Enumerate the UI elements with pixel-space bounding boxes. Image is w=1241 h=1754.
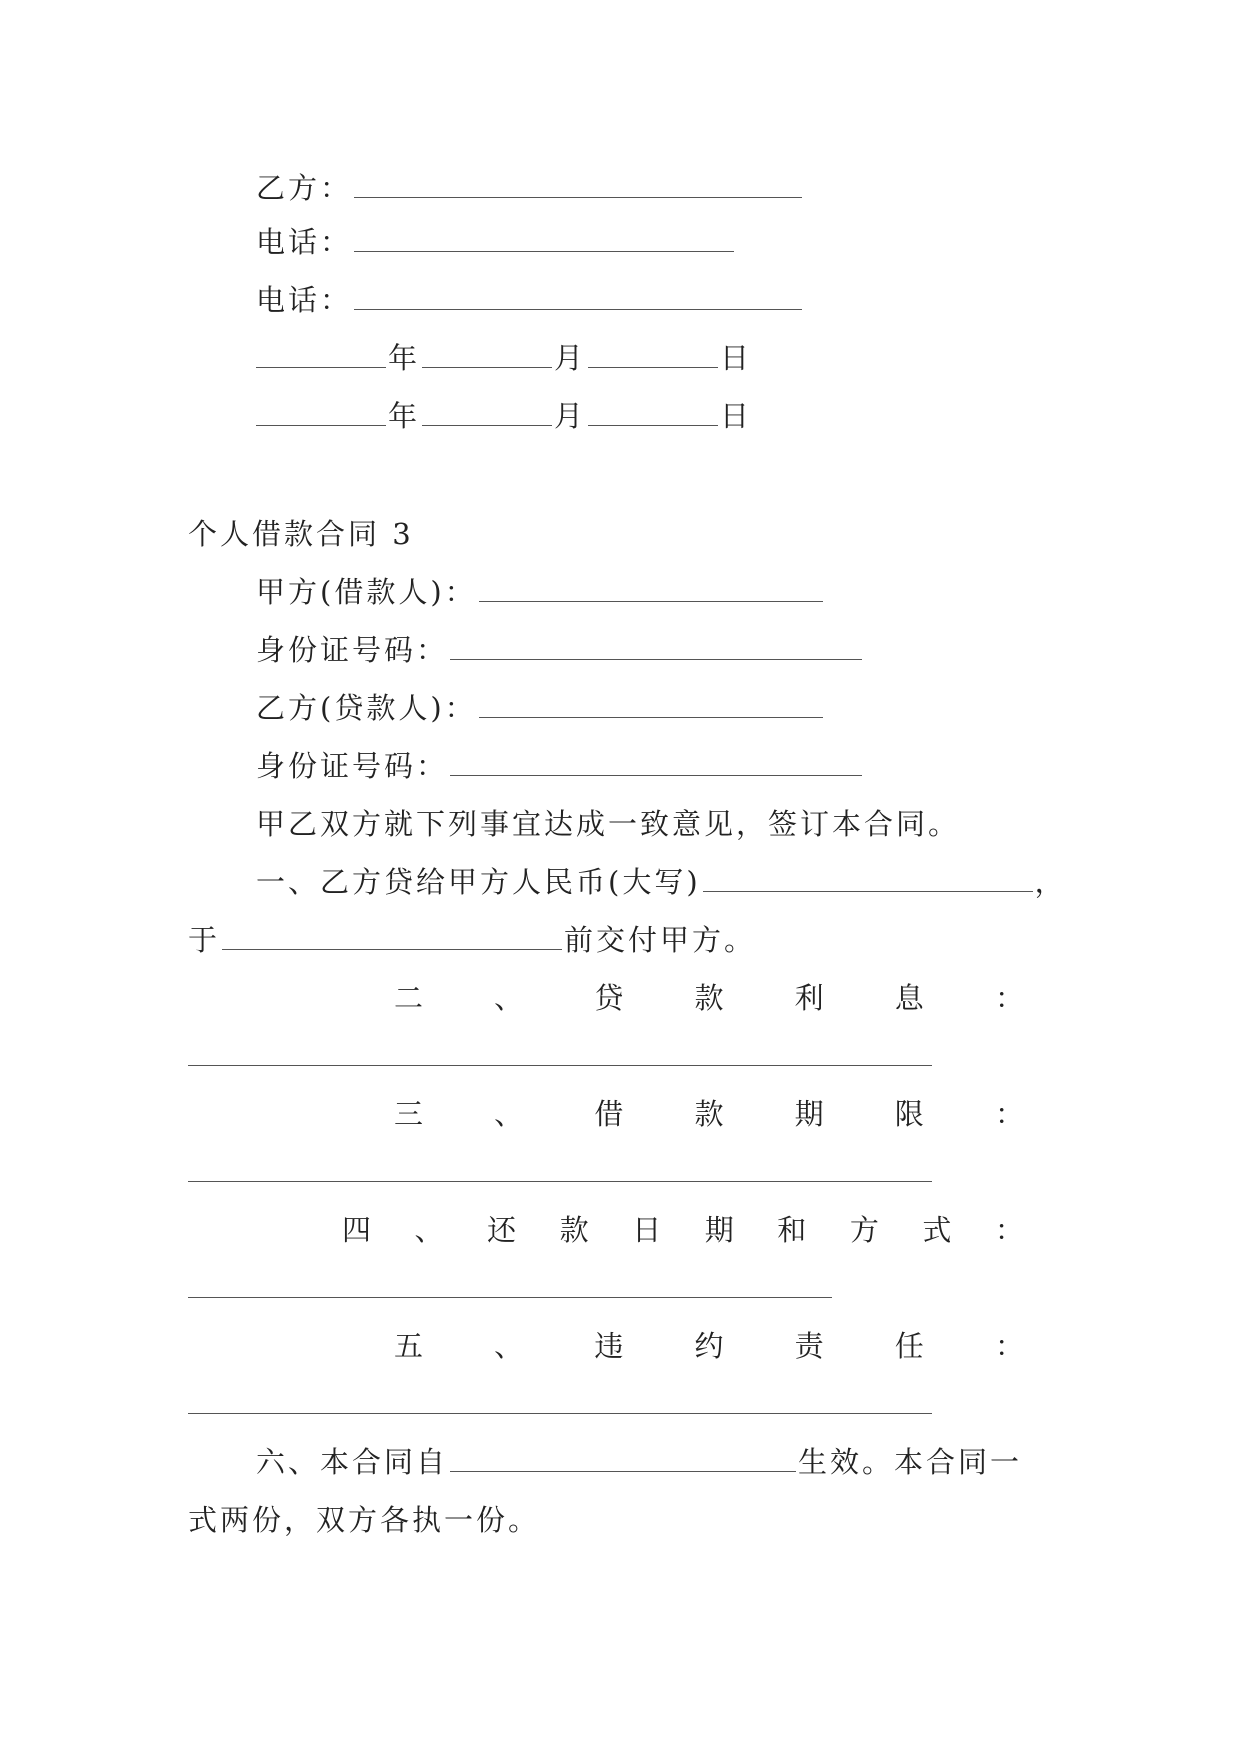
clause-4-char: 式 xyxy=(922,1213,952,1247)
clause-4-char: 、 xyxy=(414,1213,444,1247)
clause-1-yu: 于 xyxy=(188,923,221,957)
phone-row-2 xyxy=(256,280,804,320)
year-label-2: 年 xyxy=(388,399,421,433)
clause-1-line-1 xyxy=(256,862,1067,902)
clause-3-char: 、 xyxy=(494,1097,524,1131)
clause-5-char: ： xyxy=(994,1329,1024,1363)
clause-4-char: 方 xyxy=(849,1213,879,1247)
day-blank-1[interactable] xyxy=(588,343,718,368)
clause-1-comma: ， xyxy=(1034,865,1067,899)
clause-2-heading xyxy=(394,978,1024,1018)
clause-4-char: ： xyxy=(994,1213,1024,1247)
interest-blank[interactable] xyxy=(188,1064,932,1066)
effective-date-blank[interactable] xyxy=(450,1447,796,1472)
year-blank-1[interactable] xyxy=(256,343,386,368)
phone-label-1: 电话： xyxy=(256,225,353,259)
intro-paragraph: 甲乙双方就下列事宜达成一致意见，签订本合同。 xyxy=(256,807,961,841)
clause-2-char: 款 xyxy=(694,981,724,1015)
id-b-blank[interactable] xyxy=(450,751,862,776)
clause-4-char: 和 xyxy=(777,1213,807,1247)
clause-2-char: 二 xyxy=(394,981,424,1015)
date-row-1 xyxy=(254,338,752,378)
id-a-row xyxy=(256,630,864,670)
id-b-label: 身份证号码： xyxy=(256,749,449,783)
day-blank-2[interactable] xyxy=(588,401,718,426)
clause-3-char: 借 xyxy=(594,1097,624,1131)
clause-5-char: 违 xyxy=(594,1329,624,1363)
clause-4-char: 日 xyxy=(632,1213,662,1247)
clause-3-heading xyxy=(394,1094,1024,1134)
clause-5-char: 任 xyxy=(894,1329,924,1363)
year-blank-2[interactable] xyxy=(256,401,386,426)
amount-blank[interactable] xyxy=(703,867,1033,892)
id-b-row xyxy=(256,746,864,786)
clause-1-end: 前交付甲方。 xyxy=(564,923,757,957)
clause-4-char: 期 xyxy=(704,1213,734,1247)
party-b-row xyxy=(256,688,825,728)
clause-3-char: 款 xyxy=(694,1097,724,1131)
delivery-date-blank[interactable] xyxy=(222,925,562,950)
party-b-lender-blank[interactable] xyxy=(479,693,823,718)
party-b-label: 乙方(贷款人)： xyxy=(256,691,477,725)
clause-3-char: ： xyxy=(994,1097,1024,1131)
clause-5-heading xyxy=(394,1326,1024,1366)
phone-row-1 xyxy=(256,222,736,262)
clause-5-char: 责 xyxy=(794,1329,824,1363)
month-blank-2[interactable] xyxy=(422,401,552,426)
id-a-label: 身份证号码： xyxy=(256,633,449,667)
clause-4-char: 还 xyxy=(487,1213,517,1247)
party-b-label-prev xyxy=(256,168,804,208)
liability-blank[interactable] xyxy=(188,1412,932,1414)
party-a-label: 甲方(借款人)： xyxy=(256,575,477,609)
clause-5-char: 约 xyxy=(694,1329,724,1363)
month-label-1: 月 xyxy=(554,341,587,375)
clause-5-char: 五 xyxy=(394,1329,424,1363)
clause-2-char: 息 xyxy=(894,981,924,1015)
clause-2-char: 、 xyxy=(494,981,524,1015)
phone-blank-2[interactable] xyxy=(354,285,802,310)
clause-6-mid: 生效。本合同一 xyxy=(798,1445,1023,1479)
party-b-blank[interactable] xyxy=(354,173,802,198)
date-row-2 xyxy=(254,396,752,436)
clause-3-char: 限 xyxy=(894,1097,924,1131)
clause-1-text: 一、乙方贷给甲方人民币(大写) xyxy=(256,865,701,899)
party-a-row xyxy=(256,572,825,612)
clause-4-heading xyxy=(342,1210,1024,1250)
clause-6-line-1 xyxy=(256,1442,1022,1482)
month-label-2: 月 xyxy=(554,399,587,433)
clause-2-char: 贷 xyxy=(594,981,624,1015)
party-b-text: 乙方： xyxy=(256,171,353,205)
party-a-blank[interactable] xyxy=(479,577,823,602)
year-label-1: 年 xyxy=(388,341,421,375)
clause-2-char: 利 xyxy=(794,981,824,1015)
clause-3-char: 三 xyxy=(394,1097,424,1131)
clause-2-char: ： xyxy=(994,981,1024,1015)
clause-1-line-2 xyxy=(188,920,756,960)
clause-4-char: 四 xyxy=(342,1213,372,1247)
repayment-blank[interactable] xyxy=(188,1296,832,1298)
term-blank[interactable] xyxy=(188,1180,932,1182)
day-label-1: 日 xyxy=(720,341,753,375)
clause-6-start: 六、本合同自 xyxy=(256,1445,449,1479)
clause-4-char: 款 xyxy=(559,1213,589,1247)
phone-blank-1[interactable] xyxy=(354,227,734,252)
contract-title: 个人借款合同 3 xyxy=(188,517,414,551)
month-blank-1[interactable] xyxy=(422,343,552,368)
id-a-blank[interactable] xyxy=(450,635,862,660)
clause-3-char: 期 xyxy=(794,1097,824,1131)
clause-5-char: 、 xyxy=(494,1329,524,1363)
phone-label-2: 电话： xyxy=(256,283,353,317)
day-label-2: 日 xyxy=(720,399,753,433)
clause-6-line-2: 式两份，双方各执一份。 xyxy=(188,1503,541,1537)
